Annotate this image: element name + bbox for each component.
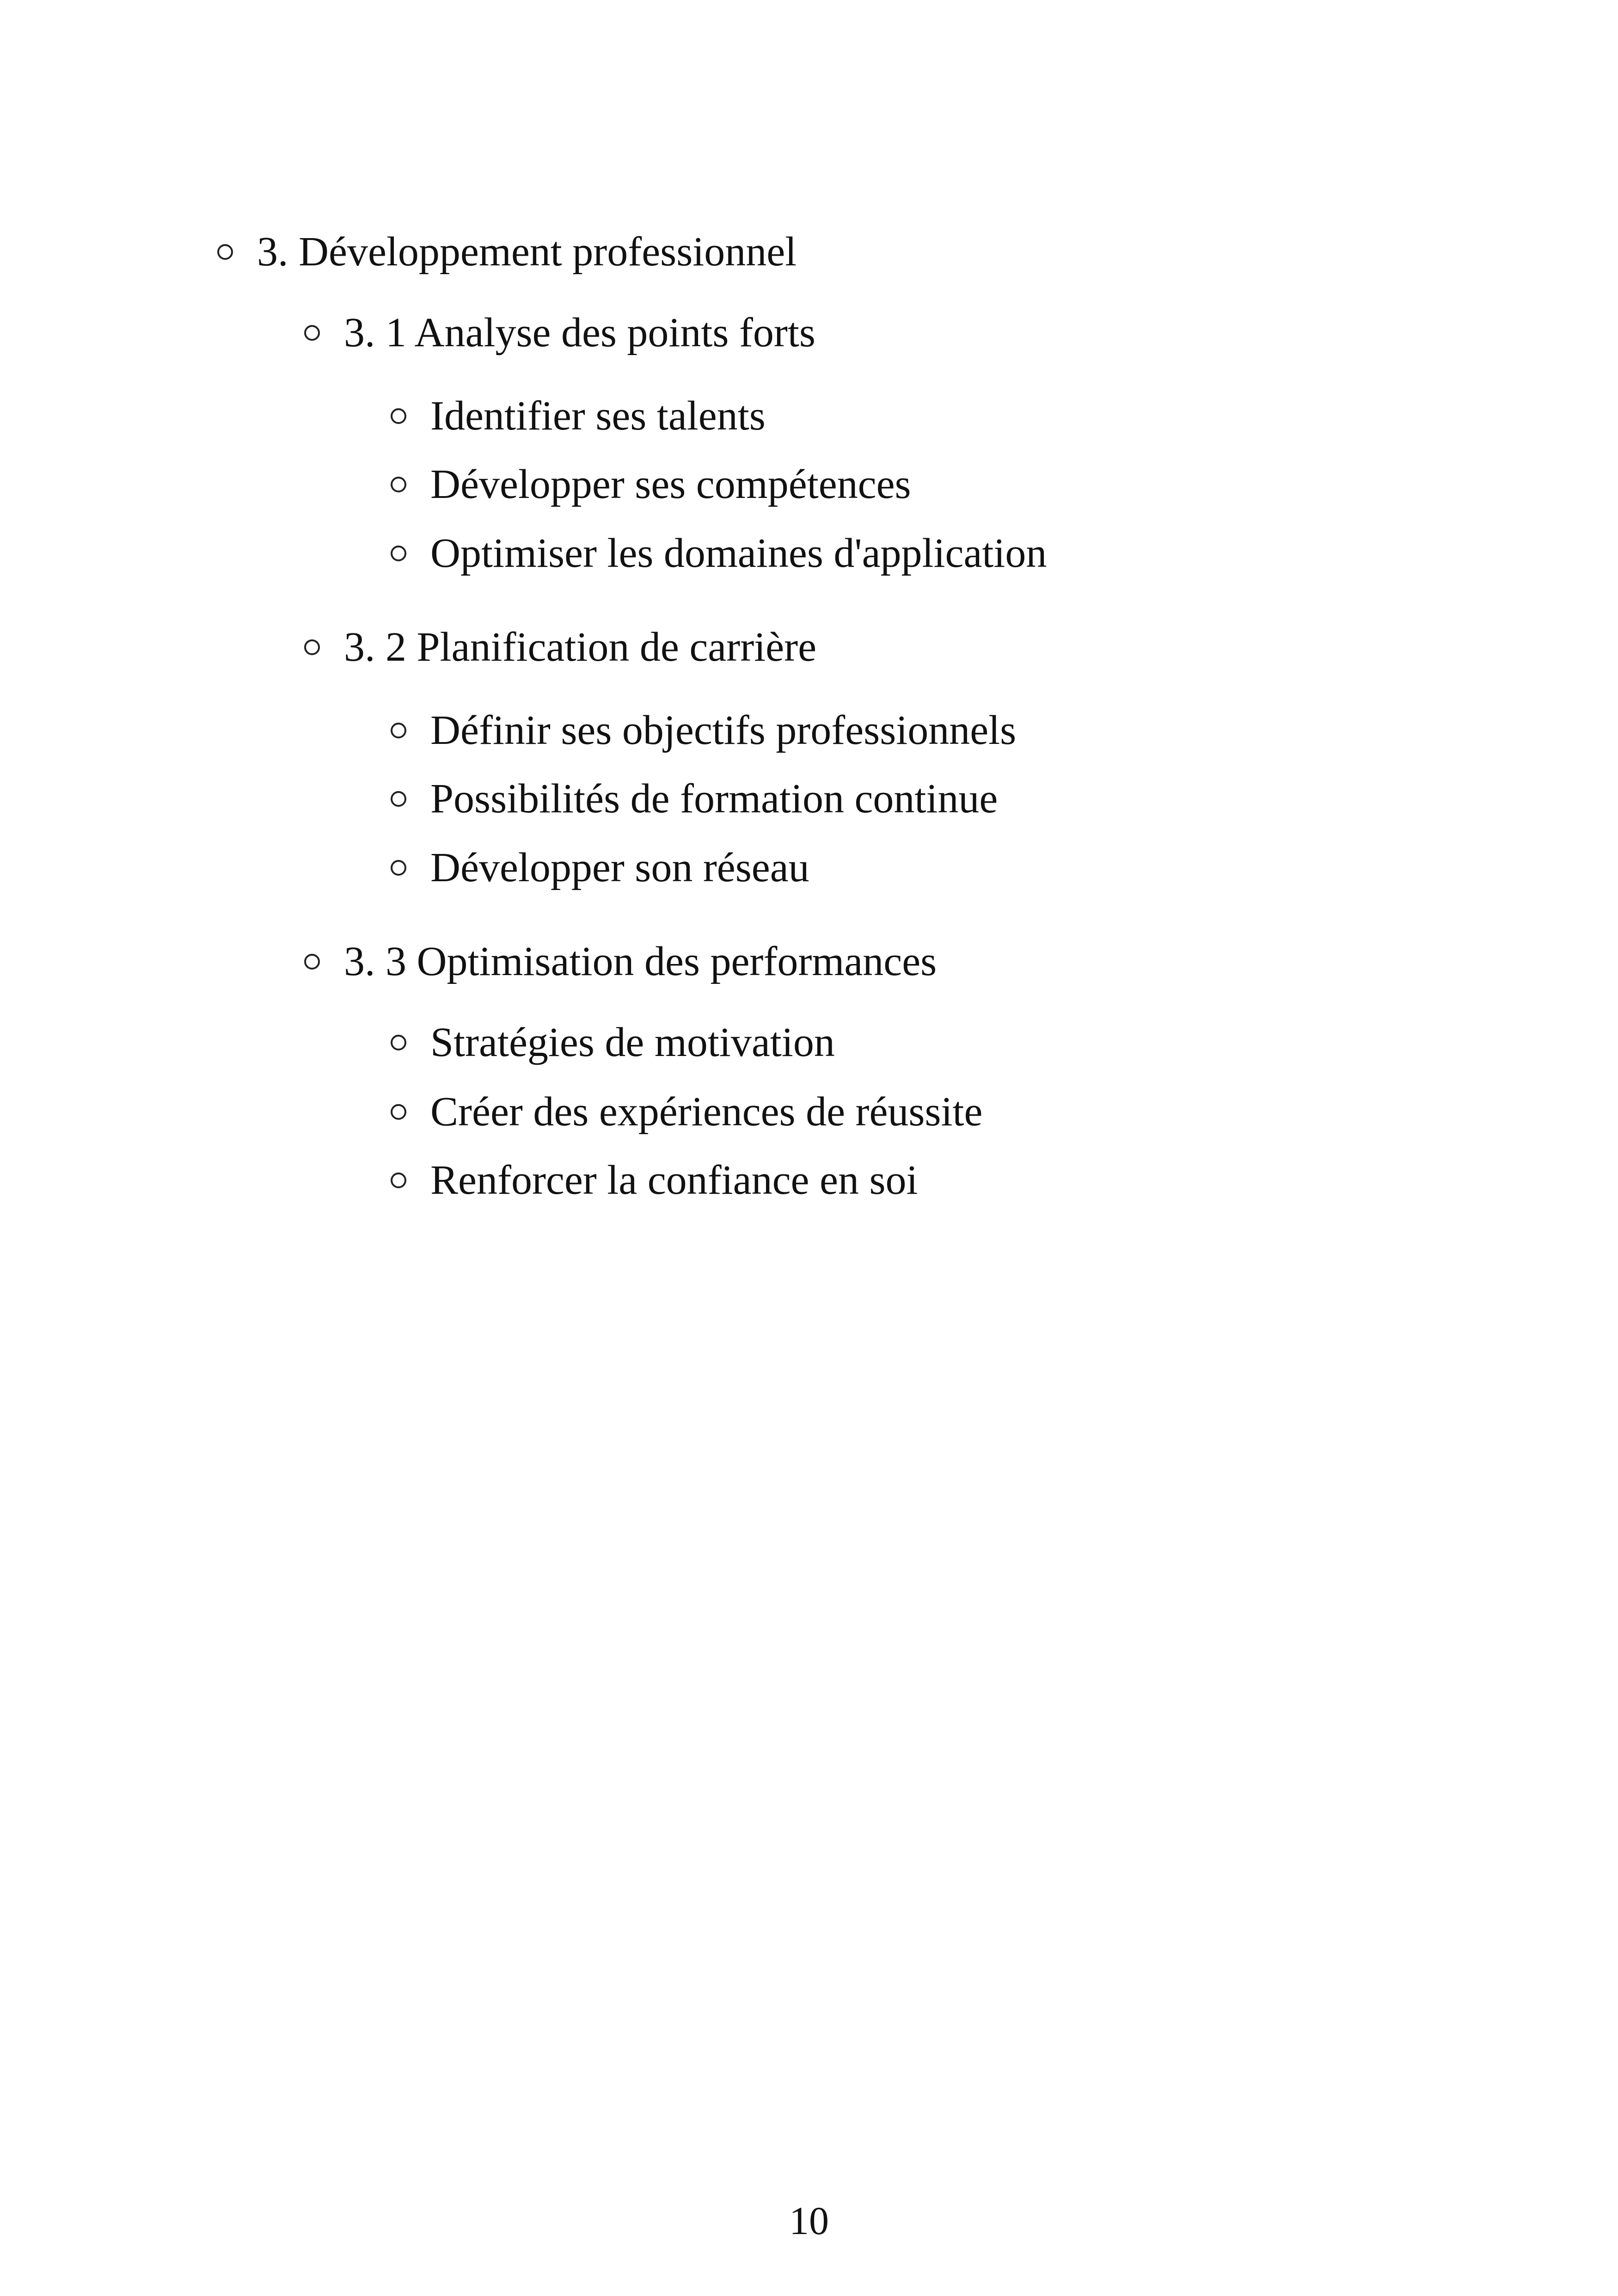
list-item-text: Stratégies de motivation xyxy=(430,1019,835,1065)
page-number: 10 xyxy=(789,2198,829,2243)
hollow-circle-bullet-icon xyxy=(391,477,406,492)
outline-list-item xyxy=(391,1091,982,1133)
list-item-text: Optimiser les domaines d'application xyxy=(430,530,1047,576)
outline-section-item xyxy=(217,231,797,273)
list-item-text: Possibilités de formation continue xyxy=(430,776,998,822)
hollow-circle-bullet-icon xyxy=(391,1104,406,1120)
hollow-circle-bullet-icon xyxy=(391,791,406,807)
outline-subsection-item xyxy=(304,626,816,668)
subsection-title: 3. 3 Optimisation des performances xyxy=(344,939,937,984)
outline-list-item xyxy=(391,707,1017,753)
outline-list-item xyxy=(391,1157,918,1203)
hollow-circle-bullet-icon xyxy=(391,723,406,738)
outline-list-item xyxy=(391,847,809,889)
list-item-text: Développer son réseau xyxy=(430,845,809,890)
list-item-text: Définir ses objectifs professionnels xyxy=(430,707,1017,753)
outline-list-item xyxy=(391,395,766,437)
hollow-circle-bullet-icon xyxy=(391,1035,406,1050)
outline-subsection-item xyxy=(304,312,815,354)
outline-list-item xyxy=(391,1019,835,1065)
subsection-title: 3. 2 Planification de carrière xyxy=(344,624,817,670)
list-item-text: Créer des expériences de réussite xyxy=(430,1089,983,1135)
hollow-circle-bullet-icon xyxy=(304,325,320,341)
subsection-title: 3. 1 Analyse des points forts xyxy=(344,310,815,356)
list-item-text: Renforcer la confiance en soi xyxy=(430,1157,918,1203)
hollow-circle-bullet-icon xyxy=(217,244,233,260)
outline-list-item xyxy=(391,530,1047,576)
list-item-text: Développer ses compétences xyxy=(430,461,911,507)
hollow-circle-bullet-icon xyxy=(391,860,406,876)
hollow-circle-bullet-icon xyxy=(391,408,406,424)
hollow-circle-bullet-icon xyxy=(304,639,320,655)
hollow-circle-bullet-icon xyxy=(304,954,320,970)
hollow-circle-bullet-icon xyxy=(391,1173,406,1188)
hollow-circle-bullet-icon xyxy=(391,546,406,561)
outline-list-item xyxy=(391,461,911,507)
section-title: 3. Développement professionnel xyxy=(257,229,797,275)
list-item-text: Identifier ses talents xyxy=(430,393,766,439)
outline-subsection-item xyxy=(304,941,937,982)
outline-list-item xyxy=(391,778,998,820)
